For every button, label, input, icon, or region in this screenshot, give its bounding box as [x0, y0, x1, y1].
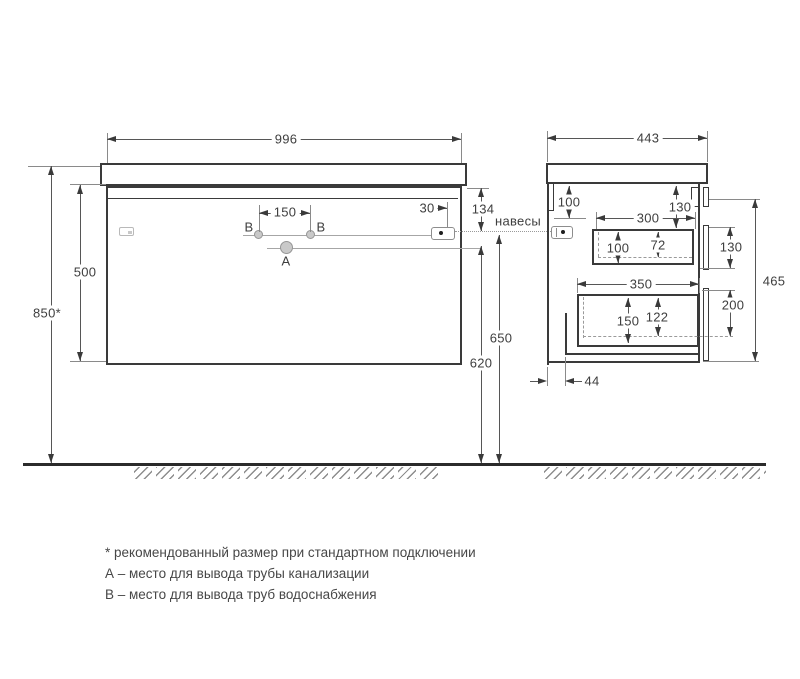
- arrow-down: [727, 259, 733, 268]
- front-countertop: [100, 163, 467, 186]
- drawer-top-dashed-back: [598, 232, 599, 257]
- side-plinth-horizontal: [565, 353, 700, 355]
- side-front-panel-top: [703, 187, 709, 207]
- dim-label-drawer1-front-height: 130: [717, 240, 746, 255]
- dim-label-holes-spacing: 150: [271, 205, 300, 220]
- arrow-right: [538, 378, 547, 384]
- dim-label-drawer1-depth: 300: [634, 211, 663, 226]
- ground-hatch-left: [130, 467, 440, 479]
- arrow-up: [478, 188, 484, 197]
- arrow-left: [565, 378, 574, 384]
- dim-label-hanger-drop: 134: [469, 202, 498, 217]
- arrow-right: [438, 205, 447, 211]
- dimension-line: [547, 138, 707, 139]
- ground-hatch-right: [540, 467, 766, 479]
- hanger-point-side: [561, 230, 565, 234]
- dim-label-drawer2-depth: 350: [627, 277, 656, 292]
- dim-label-drain-height: 620: [467, 356, 496, 371]
- arrow-down: [752, 352, 758, 361]
- extension-line: [554, 218, 586, 219]
- arrow-up: [752, 199, 758, 208]
- arrow-right: [686, 215, 695, 221]
- hole-b-left-label: В: [244, 219, 254, 235]
- dim-label-hanger-offset: 30: [416, 201, 437, 216]
- side-back-wall: [547, 184, 549, 365]
- dim-label-drawer1-front-inner: 72: [647, 238, 668, 253]
- arrow-up: [673, 186, 679, 195]
- water-holes-guide-line: [243, 235, 441, 236]
- arrow-down: [655, 327, 661, 336]
- extension-line: [70, 184, 106, 185]
- arrow-left: [107, 136, 116, 142]
- side-countertop: [546, 163, 708, 184]
- dim-label-drawer2-front-height: 200: [719, 298, 748, 313]
- extension-line: [707, 131, 708, 162]
- side-front-panel-drawer1: [703, 225, 709, 270]
- extension-line: [700, 268, 735, 269]
- dim-label-front-total-height: 465: [760, 274, 789, 289]
- extension-line: [28, 166, 100, 167]
- extension-line: [461, 133, 462, 163]
- arrow-up: [625, 298, 631, 307]
- ground-line: [23, 463, 766, 466]
- arrow-up: [77, 185, 83, 194]
- arrow-down: [625, 334, 631, 343]
- front-top-rail-line: [108, 198, 458, 199]
- dim-label-water-height: 650: [487, 331, 516, 346]
- extension-line: [70, 361, 106, 362]
- dimension-line: [755, 199, 756, 361]
- drawer-bottom-dashed-bottom: [583, 336, 733, 337]
- arrow-left: [259, 210, 268, 216]
- extension-line: [703, 361, 759, 362]
- side-plinth-vertical: [565, 313, 567, 355]
- hanger-point-front: [439, 231, 443, 235]
- arrow-down: [478, 454, 484, 463]
- hanger-bracket-front: [431, 227, 455, 240]
- extension-line: [547, 367, 548, 386]
- dim-label-drawer1-inner: 100: [604, 241, 633, 256]
- dimension-line: [499, 235, 500, 463]
- hole-b-right-label: В: [316, 219, 326, 235]
- arrow-right: [301, 210, 310, 216]
- dim-label-width: 996: [272, 132, 301, 147]
- legend-note-a: А – место для вывода трубы канализации: [105, 566, 370, 581]
- legend-note-recommended: * рекомендованный размер при стандартном подключении: [105, 545, 476, 560]
- arrow-up: [496, 235, 502, 244]
- extension-line: [695, 212, 696, 229]
- arrow-down: [48, 454, 54, 463]
- arrow-left: [547, 135, 556, 141]
- dimension-line: [574, 381, 582, 382]
- dim-label-top-front-height: 130: [666, 200, 695, 215]
- legend: [105, 542, 476, 605]
- dim-label-cabinet-height: 500: [71, 265, 100, 280]
- dim-label-total-height: 850*: [30, 306, 64, 321]
- arrow-right: [698, 135, 707, 141]
- hanger-bracket-side-pin: [556, 228, 557, 237]
- arrow-left: [577, 281, 586, 287]
- drawer-bottom-dashed-back: [583, 297, 584, 338]
- legend-note-b: В – место для вывода труб водоснабжения: [105, 587, 377, 602]
- dimension-line: [481, 246, 482, 463]
- drain-hole: [280, 241, 293, 254]
- dim-label-drawer2-inner: 150: [614, 314, 643, 329]
- dim-label-back-top-gap: 100: [555, 195, 584, 210]
- arrow-up: [727, 227, 733, 236]
- front-logo-mark: [128, 231, 132, 234]
- arrow-down: [496, 454, 502, 463]
- side-front-panel-drawer2: [703, 288, 709, 361]
- hole-a-label: А: [281, 253, 291, 269]
- arrow-down: [77, 352, 83, 361]
- arrow-right: [690, 281, 699, 287]
- arrow-up: [478, 246, 484, 255]
- arrow-up: [655, 298, 661, 307]
- side-bottom-panel: [547, 361, 700, 363]
- hangers-label: навесы: [494, 213, 542, 229]
- arrow-left: [596, 215, 605, 221]
- arrow-down: [673, 219, 679, 228]
- arrow-down: [727, 327, 733, 336]
- extension-line: [310, 205, 311, 232]
- drawer-top-dashed-bottom: [598, 257, 692, 258]
- arrow-up: [48, 166, 54, 175]
- side-back-notch-line: [547, 210, 554, 211]
- dim-label-depth: 443: [634, 131, 663, 146]
- dim-label-drawer2-front-inner: 122: [643, 310, 672, 325]
- drain-hole-guide-line: [267, 248, 481, 249]
- arrow-down: [566, 209, 572, 218]
- arrow-right: [452, 136, 461, 142]
- extension-line: [699, 278, 700, 293]
- dim-label-bottom-inset: 44: [584, 373, 600, 389]
- arrow-down: [478, 222, 484, 231]
